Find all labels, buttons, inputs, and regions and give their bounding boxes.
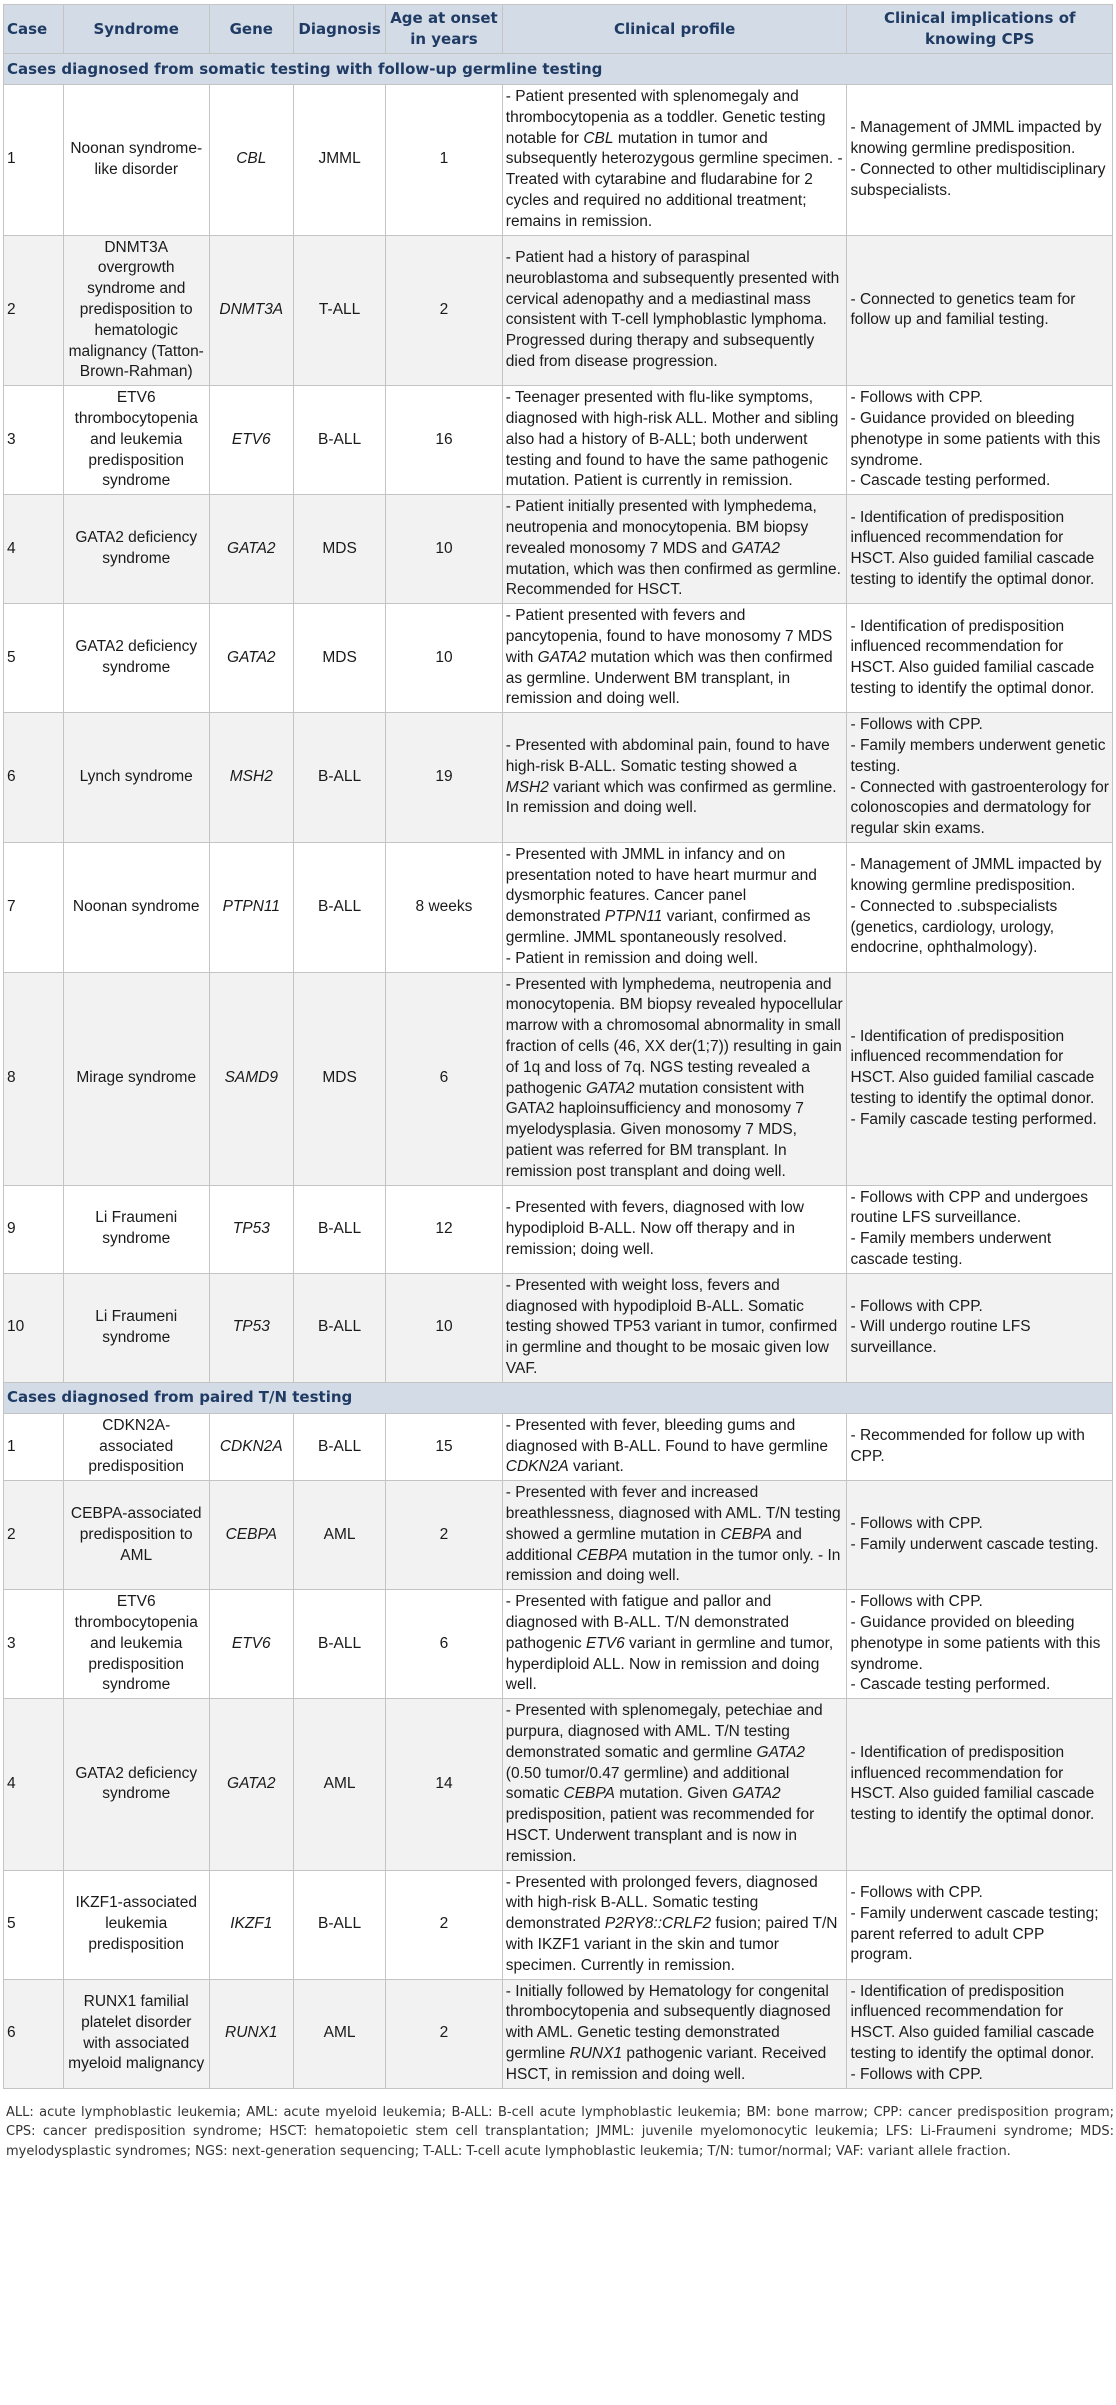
age-cell: 10 [386,1273,503,1382]
diagnosis-cell: B-ALL [294,842,386,972]
gene-cell: DNMT3A [209,235,294,386]
age-cell: 15 [386,1413,503,1480]
clinical-implications-cell [847,495,1113,604]
case-cell: 2 [4,235,64,386]
diagnosis-cell: B-ALL [294,1273,386,1382]
age-cell: 14 [386,1699,503,1870]
case-cell: 8 [4,972,64,1185]
diagnosis-cell: B-ALL [294,1413,386,1480]
clinical-profile-cell: - Presented with weight loss, fevers and diagnosed with hypodiploid B-ALL. Somatic testing showed TP53 variant in tumor, confirmed in germline and thought to be mosaic given low VAF. [502,1273,847,1382]
header-clinical-profile: Clinical profile [502,5,847,54]
case-cell: 7 [4,842,64,972]
implication-item: - Management of JMML impacted by knowing germline predisposition. [850,856,1102,895]
implication-item: - Identification of predisposition influenced recommendation for HSCT. Also guided familial cascade testing to identify the optimal donor. [850,1743,1095,1824]
implication-item: - Family cascade testing performed. [850,1110,1097,1128]
case-cell: 4 [4,495,64,604]
implication-item: - Family members underwent cascade testing. [850,1230,1052,1269]
table-row [4,235,1113,386]
section-title: Cases diagnosed from paired T/N testing [4,1382,1113,1413]
syndrome-cell: CEBPA-associated predisposition to AML [63,1481,209,1590]
table-row [4,1185,1113,1273]
clinical-profile-cell: - Presented with fevers, diagnosed with low hypodiploid B-ALL. Now off therapy and in remission; doing well. [502,1185,847,1273]
syndrome-cell: Li Fraumeni syndrome [63,1185,209,1273]
syndrome-cell: ETV6 thrombocytopenia and leukemia predisposition syndrome [63,1590,209,1699]
clinical-implications-cell [847,842,1113,972]
table-row [4,604,1113,713]
table-body [4,54,1113,2089]
syndrome-cell: CDKN2A-associated predisposition [63,1413,209,1480]
diagnosis-cell: MDS [294,495,386,604]
gene-cell: CDKN2A [209,1413,294,1480]
diagnosis-cell: B-ALL [294,386,386,495]
diagnosis-cell: MDS [294,972,386,1185]
implication-item: - Cascade testing performed. [850,1676,1051,1694]
case-cell: 5 [4,1870,64,1979]
implication-item: - Management of JMML impacted by knowing germline predisposition. [850,119,1102,157]
gene-cell: CBL [209,85,294,236]
implication-item: - Follows with CPP. [850,1883,983,1901]
clinical-profile-cell: - Presented with prolonged fevers, diagnosed with high-risk B-ALL. Somatic testing demonstrated P2RY8::CRLF2 fusion; paired T/N with IKZF1 variant in the skin and tumor specimen. Currently in remission. [502,1870,847,1979]
gene-cell: MSH2 [209,713,294,843]
clinical-profile-cell: - Patient initially presented with lymphedema, neutropenia and monocytopenia. BM biopsy revealed monosomy 7 MDS and GATA2 mutation, which was then confirmed as germline. Recommended for HSCT. [502,495,847,604]
age-cell: 16 [386,386,503,495]
case-cell: 1 [4,1413,64,1480]
section-title: Cases diagnosed from somatic testing with follow-up germline testing [4,54,1113,85]
age-cell: 10 [386,604,503,713]
syndrome-cell: DNMT3A overgrowth syndrome and predisposition to hematologic malignancy (Tatton-Brown-Rahman) [63,235,209,386]
table-row [4,1870,1113,1979]
syndrome-cell: GATA2 deficiency syndrome [63,495,209,604]
age-cell: 2 [386,1481,503,1590]
clinical-profile-cell: - Presented with fever and increased breathlessness, diagnosed with AML. T/N testing showed a germline mutation in CEBPA and additional CEBPA mutation in the tumor only. - In remission and doing well. [502,1481,847,1590]
header-case: Case [4,5,64,54]
age-cell: 12 [386,1185,503,1273]
syndrome-cell: ETV6 thrombocytopenia and leukemia predisposition syndrome [63,386,209,495]
syndrome-cell: Lynch syndrome [63,713,209,843]
clinical-implications-cell [847,1590,1113,1699]
implication-item: - Connected with gastroenterology for colonoscopies and dermatology for regular skin exams. [850,778,1109,838]
gene-cell: TP53 [209,1273,294,1382]
diagnosis-cell: B-ALL [294,1870,386,1979]
clinical-implications-cell [847,386,1113,495]
clinical-implications-cell [847,1185,1113,1273]
clinical-implications-cell [847,1273,1113,1382]
clinical-implications-cell [847,1699,1113,1870]
clinical-profile-cell: - Patient presented with splenomegaly and thrombocytopenia as a toddler. Genetic testing notable for CBL mutation in tumor and subsequently heterozygous germline specimen. - Treated with cytarabine and fludarabine for 2 cycles and required no additional treatment; remains in remission. [502,85,847,236]
clinical-implications-cell [847,1870,1113,1979]
age-cell: 8 weeks [386,842,503,972]
diagnosis-cell: MDS [294,604,386,713]
age-cell: 2 [386,235,503,386]
diagnosis-cell: AML [294,1699,386,1870]
syndrome-cell: GATA2 deficiency syndrome [63,604,209,713]
implication-item: - Follows with CPP. [850,2065,983,2083]
clinical-implications-cell [847,604,1113,713]
implication-item: - Family members underwent genetic testing. [850,736,1106,775]
implication-item: - Follows with CPP. [850,1297,983,1315]
clinical-implications-cell [847,235,1113,386]
gene-cell: SAMD9 [209,972,294,1185]
clinical-profile-cell: - Presented with fever, bleeding gums and diagnosed with B-ALL. Found to have germline CDKN2A variant. [502,1413,847,1480]
clinical-profile-cell: - Presented with splenomegaly, petechiae and purpura, diagnosed with AML. T/N testing demonstrated somatic and germline GATA2 (0.50 tumor/0.47 germline) and additional somatic CEBPA mutation. Given GATA2 predisposition, patient was recommended for HSCT. Underwent transplant and is now in remission. [502,1699,847,1870]
case-cell: 9 [4,1185,64,1273]
case-cell: 10 [4,1273,64,1382]
age-cell: 10 [386,495,503,604]
clinical-profile-cell: - Patient had a history of paraspinal neuroblastoma and subsequently presented with cervical adenopathy and a mediastinal mass consistent with T-cell lymphoblastic lymphoma. Progressed during therapy and subsequently died from disease progression. [502,235,847,386]
syndrome-cell: GATA2 deficiency syndrome [63,1699,209,1870]
diagnosis-cell: T-ALL [294,235,386,386]
clinical-profile-cell: - Teenager presented with flu-like symptoms, diagnosed with high-risk ALL. Mother and sibling also had a history of B-ALL; both underwent testing and found to have the same pathogenic mutation. Patient is currently in remission. [502,386,847,495]
clinical-implications-cell [847,1413,1113,1480]
case-cell: 2 [4,1481,64,1590]
clinical-profile-cell: - Presented with JMML in infancy and on presentation noted to have heart murmur and dysmorphic features. Cancer panel demonstrated PTPN11 variant, confirmed as germline. JMML spontaneously resolved. - Patient in remission and doing well. [502,842,847,972]
age-cell: 2 [386,1870,503,1979]
diagnosis-cell: AML [294,1481,386,1590]
clinical-implications-cell [847,85,1113,236]
gene-cell: ETV6 [209,1590,294,1699]
abbreviations-footnote: ALL: acute lymphoblastic leukemia; AML: acute myeloid leukemia; B-ALL: B-cell acute lymphoblastic leukemia; BM: bone marrow; CPP: cancer predisposition program; CPS: cancer predisposition syndrome; HSCT: hematopoietic stem cell transplantation; JMML: juvenile myelomonocytic leukemia; LFS: Li-Fraumeni syndrome; MDS: myelodysplastic syndromes; NGS: next-generation sequencing; T-ALL: T-cell acute lymphoblastic leukemia; T/N: tumor/normal; VAF: variant allele fraction. [6,2104,1114,2159]
age-cell: 2 [386,1979,503,2088]
implication-item: - Guidance provided on bleeding phenotype in some patients with this syndrome. [850,1613,1101,1673]
clinical-implications-cell [847,972,1113,1185]
header-gene: Gene [209,5,294,54]
clinical-profile-cell: - Presented with abdominal pain, found to have high-risk B-ALL. Somatic testing showed a MSH2 variant which was confirmed as germline. In remission and doing well. [502,713,847,843]
syndrome-cell: RUNX1 familial platelet disorder with associated myeloid malignancy [63,1979,209,2088]
implication-item: - Recommended for follow up with CPP. [850,1427,1085,1465]
clinical-implications-cell [847,1481,1113,1590]
diagnosis-cell: B-ALL [294,1185,386,1273]
gene-cell: PTPN11 [209,842,294,972]
case-cell: 4 [4,1699,64,1870]
syndrome-cell: Li Fraumeni syndrome [63,1273,209,1382]
gene-cell: TP53 [209,1185,294,1273]
gene-cell: GATA2 [209,604,294,713]
table-row [4,1481,1113,1590]
case-cell: 3 [4,1590,64,1699]
table-row [4,842,1113,972]
case-cell: 6 [4,1979,64,2088]
implication-item: - Will undergo routine LFS surveillance. [850,1318,1031,1357]
implication-item: - Follows with CPP and undergoes routine LFS surveillance. [850,1188,1088,1227]
header-diagnosis: Diagnosis [294,5,386,54]
header-clinical-implications: Clinical implications of knowing CPS [847,5,1113,54]
table-row [4,85,1113,236]
clinical-profile-cell: - Patient presented with fevers and pancytopenia, found to have monosomy 7 MDS with GATA2 mutation which was then confirmed as germline. Underwent BM transplant, in remission and doing well. [502,604,847,713]
diagnosis-cell: B-ALL [294,1590,386,1699]
implication-item: - Identification of predisposition influenced recommendation for HSCT. Also guided familial cascade testing to identify the optimal donor. [850,508,1095,588]
case-cell: 5 [4,604,64,713]
syndrome-cell: Mirage syndrome [63,972,209,1185]
section-header-row [4,54,1113,85]
clinical-profile-cell: - Presented with lymphedema, neutropenia and monocytopenia. BM biopsy revealed hypocellular marrow with a chromosomal abnormality in small fraction of cells (46, XX der(1;7)) resulting in gain of 1q and loss of 7q. NGS testing revealed a pathogenic GATA2 mutation consistent with GATA2 haploinsufficiency and monosomy 7 myelodysplasia. Given monosomy 7 MDS, patient was referred for BM transplant. In remission post transplant and doing well. [502,972,847,1185]
case-cell: 6 [4,713,64,843]
table-row [4,386,1113,495]
gene-cell: GATA2 [209,1699,294,1870]
section-header-row [4,1382,1113,1413]
implication-item: - Guidance provided on bleeding phenotype in some patients with this syndrome. [850,409,1101,469]
header-syndrome: Syndrome [63,5,209,54]
clinical-profile-cell: - Initially followed by Hematology for congenital thrombocytopenia and subsequently diagnosed with AML. Genetic testing demonstrated germline RUNX1 pathogenic variant. Received HSCT, in remission and doing well. [502,1979,847,2088]
implication-item: - Connected to other multidisciplinary subspecialists. [850,160,1106,199]
implication-item: - Follows with CPP. [850,716,983,734]
implication-item: - Follows with CPP. [850,1593,983,1611]
table-row [4,1413,1113,1480]
table-row [4,972,1113,1185]
case-cell: 3 [4,386,64,495]
implication-item: - Identification of predisposition influenced recommendation for HSCT. Also guided familial cascade testing to identify the optimal donor. [850,617,1095,697]
age-cell: 6 [386,972,503,1185]
clinical-profile-cell: - Presented with fatigue and pallor and diagnosed with B-ALL. T/N demonstrated pathogenic ETV6 variant in germline and tumor, hyperdiploid ALL. Now in remission and doing well. [502,1590,847,1699]
syndrome-cell: Noonan syndrome-like disorder [63,85,209,236]
gene-cell: GATA2 [209,495,294,604]
age-cell: 6 [386,1590,503,1699]
case-cell: 1 [4,85,64,236]
age-cell: 19 [386,713,503,843]
header-age: Age at onset in years [386,5,503,54]
gene-cell: ETV6 [209,386,294,495]
table-header [4,5,1113,54]
implication-item: - Follows with CPP. [850,1515,983,1533]
implication-item: - Identification of predisposition influenced recommendation for HSCT. Also guided familial cascade testing to identify the optimal donor. [850,1027,1095,1108]
gene-cell: RUNX1 [209,1979,294,2088]
implication-item: - Identification of predisposition influenced recommendation for HSCT. Also guided familial cascade testing to identify the optimal donor. [850,1982,1095,2062]
implication-item: - Family underwent cascade testing. [850,1536,1099,1554]
cps-cases-table [3,4,1113,2089]
table-row [4,713,1113,843]
table-row [4,495,1113,604]
implication-item: - Cascade testing performed. [850,472,1051,490]
table-row [4,1590,1113,1699]
clinical-implications-cell [847,713,1113,843]
diagnosis-cell: AML [294,1979,386,2088]
gene-cell: IKZF1 [209,1870,294,1979]
gene-cell: CEBPA [209,1481,294,1590]
table-row [4,1273,1113,1382]
diagnosis-cell: JMML [294,85,386,236]
implication-item: - Connected to .subspecialists (genetics, cardiology, urology, endocrine, ophthalmology). [850,897,1058,957]
table-row [4,1979,1113,2088]
syndrome-cell: IKZF1-associated leukemia predisposition [63,1870,209,1979]
diagnosis-cell: B-ALL [294,713,386,843]
implication-item: - Family underwent cascade testing; parent referred to adult CPP program. [850,1904,1099,1964]
implication-item: - Connected to genetics team for follow up and familial testing. [850,290,1076,329]
syndrome-cell: Noonan syndrome [63,842,209,972]
age-cell: 1 [386,85,503,236]
implication-item: - Follows with CPP. [850,389,983,407]
table-row [4,1699,1113,1870]
clinical-implications-cell [847,1979,1113,2088]
